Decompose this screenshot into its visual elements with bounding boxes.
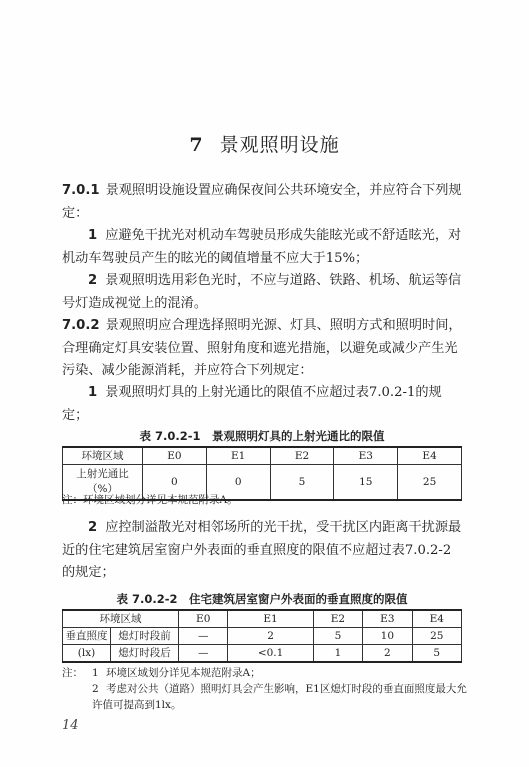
header-cell: E3	[334, 447, 398, 465]
table-cell: 10	[363, 628, 412, 645]
note-label: 注：	[62, 667, 83, 679]
table-cell: 1	[313, 645, 362, 663]
clause-7-0-1	[62, 180, 462, 225]
note-line	[62, 681, 472, 713]
row-label: 熄灯时段后	[111, 645, 179, 663]
header-cell: E2	[313, 610, 362, 628]
clause-number: 7.0.1	[62, 183, 100, 198]
unit-label: (lx)	[63, 645, 111, 663]
item-text: 应控制溢散光对相邻场所的光干扰，受干扰区内距离干扰源最近的住宅建筑居室窗户外表面的垂直照度的限值不应超过表7.0.2-2的规定；	[62, 520, 462, 580]
group-label: 垂直照度	[63, 628, 111, 645]
page-number: 14	[62, 718, 79, 733]
item-number: 1	[88, 385, 98, 400]
note-text: 考虑对公共（道路）照明灯具会产生影响，E1区熄灯时段的垂直面照度最大允许值可提高到1lx。	[92, 683, 467, 711]
item-text: 景观照明灯具的上射光通比的限值不应超过表7.0.2-1的规定；	[62, 385, 442, 423]
table-header-row	[63, 447, 462, 465]
table-header-row	[63, 610, 462, 628]
table-cell: <0.1	[228, 645, 313, 663]
header-cell: 环境区域	[63, 610, 179, 628]
table-cell: 5	[313, 628, 362, 645]
header-cell: E4	[412, 610, 461, 628]
header-cell: E0	[179, 610, 228, 628]
header-cell: E3	[363, 610, 412, 628]
table-row	[63, 645, 462, 663]
table-1-caption: 表 7.0.2-1 景观照明灯具的上射光通比的限值	[139, 429, 385, 443]
table-cell: 0	[206, 465, 270, 501]
note-text: 环境区域划分详见本规范附录A；	[106, 667, 261, 679]
row-label: 上射光通比（%）	[63, 465, 143, 501]
chapter-title	[0, 130, 529, 157]
clause-text: 景观照明设施设置应确保夜间公共环境安全，并应符合下列规定：	[62, 183, 462, 221]
item-text: 应避免干扰光对机动车驾驶员形成失能眩光或不舒适眩光，对机动车驾驶员产生的眩光的阈值增量不应大于15%；	[62, 228, 462, 266]
table-1-note: 注：环境区域划分详见本规范附录A。	[62, 494, 238, 506]
clause-7-0-1-item-2	[62, 270, 462, 315]
row-label: 熄灯时段前	[111, 628, 179, 645]
item-number: 2	[88, 520, 98, 535]
clause-7-0-2	[62, 315, 462, 383]
table-cell: 0	[143, 465, 207, 501]
table-cell: 2	[228, 628, 313, 645]
table-cell: —	[179, 645, 228, 663]
table-2-notes	[62, 665, 472, 713]
table-cell: 25	[398, 465, 462, 501]
table-row	[63, 628, 462, 645]
table-cell: —	[179, 628, 228, 645]
chapter-number: 7	[189, 134, 204, 156]
clause-7-0-1-item-1	[62, 225, 462, 270]
table-cell: 5	[270, 465, 334, 501]
table-2	[62, 609, 462, 663]
clause-number: 7.0.2	[62, 318, 100, 333]
header-cell: E1	[228, 610, 313, 628]
note-line	[62, 665, 472, 681]
note-number: 2	[92, 683, 99, 695]
table-cell: 25	[412, 628, 461, 645]
note-number: 1	[92, 667, 99, 679]
table-cell: 5	[412, 645, 461, 663]
clause-7-0-2-item-1	[62, 382, 462, 427]
header-cell: E1	[206, 447, 270, 465]
table-cell: 15	[334, 465, 398, 501]
clause-text: 景观照明应合理选择照明光源、灯具、照明方式和照明时间，合理确定灯具安装位置、照射角度和遮光措施，以避免或减少产生光污染、减少能源消耗，并应符合下列规定：	[62, 318, 462, 378]
table-2-caption: 表 7.0.2-2 住宅建筑居室窗户外表面的垂直照度的限值	[116, 592, 408, 606]
clause-7-0-2-item-2	[62, 517, 462, 585]
header-cell: E2	[270, 447, 334, 465]
item-number: 1	[88, 228, 98, 243]
item-text: 景观照明选用彩色光时，不应与道路、铁路、机场、航运等信号灯造成视觉上的混淆。	[62, 273, 462, 311]
header-cell: E4	[398, 447, 462, 465]
header-cell: 环境区域	[63, 447, 143, 465]
table-cell: 2	[363, 645, 412, 663]
chapter-title-text: 景观照明设施	[219, 134, 340, 156]
header-cell: E0	[143, 447, 207, 465]
item-number: 2	[88, 273, 98, 288]
